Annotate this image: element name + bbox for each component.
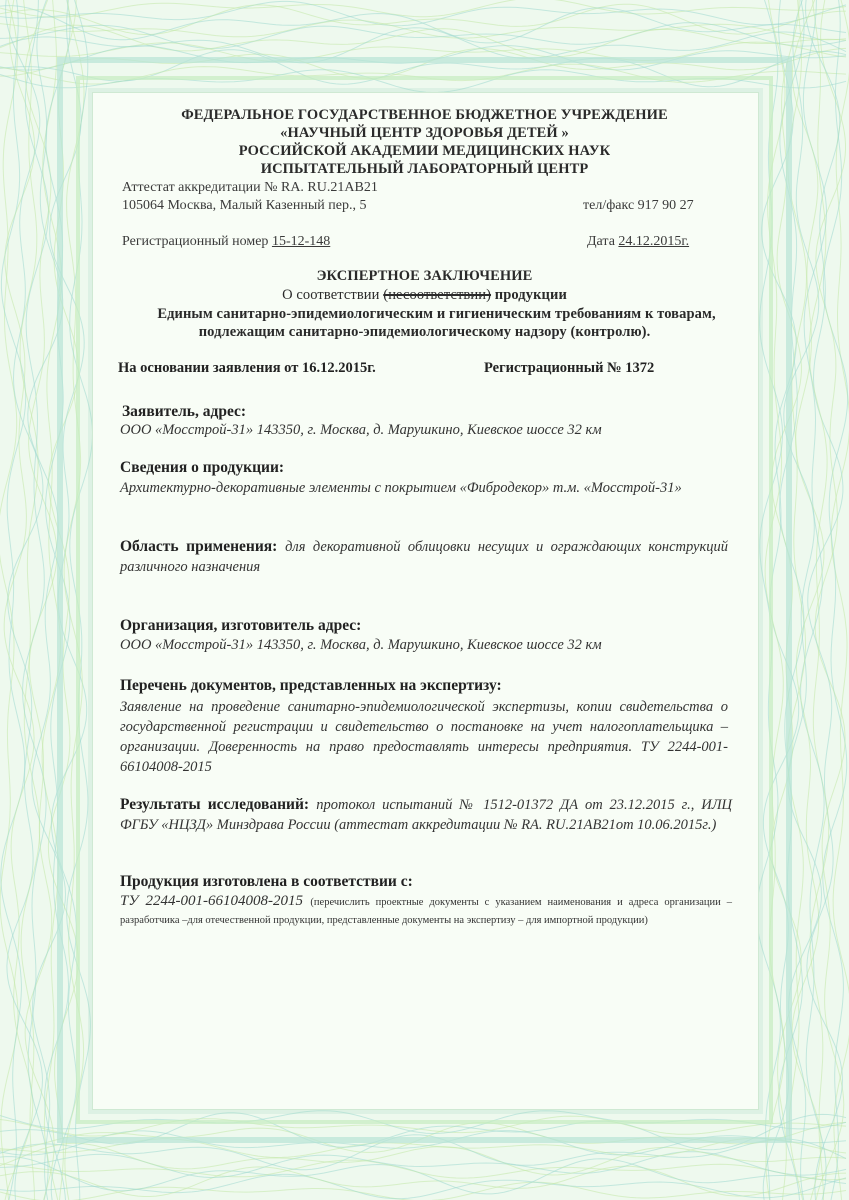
scope-value: для декоративной облицовки несущих и ограждающих конструкций различного назначения	[120, 539, 729, 575]
documents-value: Заявление на проведение санитарно-эпидемиологической экспертизы, копии свидетельства о государственной регистрации и свидетельство о постановке на учет налогоплательщика – организации. Доверенность на право предоставлять интересы предприятия. ТУ 2244-001-66104008-2015	[120, 699, 728, 775]
document-title: ЭКСПЕРТНОЕ ЗАКЛЮЧЕНИЕ	[316, 268, 533, 284]
registration-label: Регистрационный номер	[122, 234, 269, 249]
compliance-value: ТУ 2244-001-66104008-2015	[120, 893, 304, 909]
conformity-line	[0, 287, 849, 304]
product-value: Архитектурно-декоративные элементы с покрытием «Фибродекор» т.м. «Мосстрой-31»	[120, 480, 682, 496]
scope-label: Область применения:	[120, 538, 278, 555]
institution-line-2: «НАУЧНЫЙ ЦЕНТР ЗДОРОВЬЯ ДЕТЕЙ »	[280, 125, 569, 141]
scope-block	[120, 537, 728, 577]
phone-text: тел/факс 917 90 27	[583, 198, 694, 213]
compliance-note: (перечислить проектные документы с указанием наименования и адреса организации –разработчика –для отечественной продукции, представленные документы на экспертизу – для импортной продукции)	[120, 897, 732, 926]
address-text: 105064 Москва, Малый Казенный пер., 5	[122, 198, 367, 213]
documents-label: Перечень документов, представленных на экспертизу:	[120, 677, 502, 694]
conformity-struck: (несоответствии)	[383, 287, 492, 303]
accreditation-text: Аттестат аккредитации № RA. RU.21AB21	[122, 180, 378, 195]
applicant-label: Заявитель, адрес:	[122, 403, 247, 420]
requirements-line-2: подлежащим санитарно-эпидемиологическому надзору (контролю).	[198, 324, 651, 340]
results-block	[120, 795, 732, 835]
results-label: Результаты исследований:	[120, 796, 310, 813]
registration-number	[122, 234, 330, 250]
manufacturer-value: ООО «Мосстрой-31» 143350, г. Москва, д. Марушкино, Киевское шоссе 32 км	[120, 637, 602, 653]
basis-statement: На основании заявления от 16.12.2015г.	[118, 360, 376, 376]
registration-date	[587, 234, 689, 250]
institution-line-3: РОССИЙСКОЙ АКАДЕМИИ МЕДИЦИНСКИХ НАУК	[238, 143, 611, 159]
compliance-label: Продукция изготовлена в соответствии с:	[120, 873, 413, 890]
conformity-prefix: О соответствии	[282, 287, 380, 303]
results-value: протокол испытаний № 1512-01372 ДА от 23.12.2015 г., ИЛЦ ФГБУ «НЦЗД» Минздрава России (аттестат аккредитации № RA. RU.21AB21от 10.06.2015г.)	[120, 797, 733, 833]
compliance-block	[120, 893, 732, 929]
institution-line-4: ИСПЫТАТЕЛЬНЫЙ ЛАБОРАТОРНЫЙ ЦЕНТР	[260, 161, 589, 177]
conformity-suffix: продукции	[494, 287, 567, 303]
date-value: 24.12.2015г.	[618, 234, 690, 249]
institution-line-1: ФЕДЕРАЛЬНОЕ ГОСУДАРСТВЕННОЕ БЮДЖЕТНОЕ УЧРЕЖДЕНИЕ	[181, 107, 668, 123]
product-label: Сведения о продукции:	[120, 459, 285, 476]
basis-reg-number: Регистрационный № 1372	[484, 360, 655, 376]
registration-value: 15-12-148	[271, 234, 331, 249]
date-label: Дата	[587, 234, 615, 249]
requirements-line-1: Единым санитарно-эпидемиологическим и гигиеническим требованиям к товарам,	[157, 306, 716, 322]
applicant-value: ООО «Мосстрой-31» 143350, г. Москва, д. Марушкино, Киевское шоссе 32 км	[120, 422, 602, 438]
manufacturer-label: Организация, изготовитель адрес:	[120, 617, 362, 634]
